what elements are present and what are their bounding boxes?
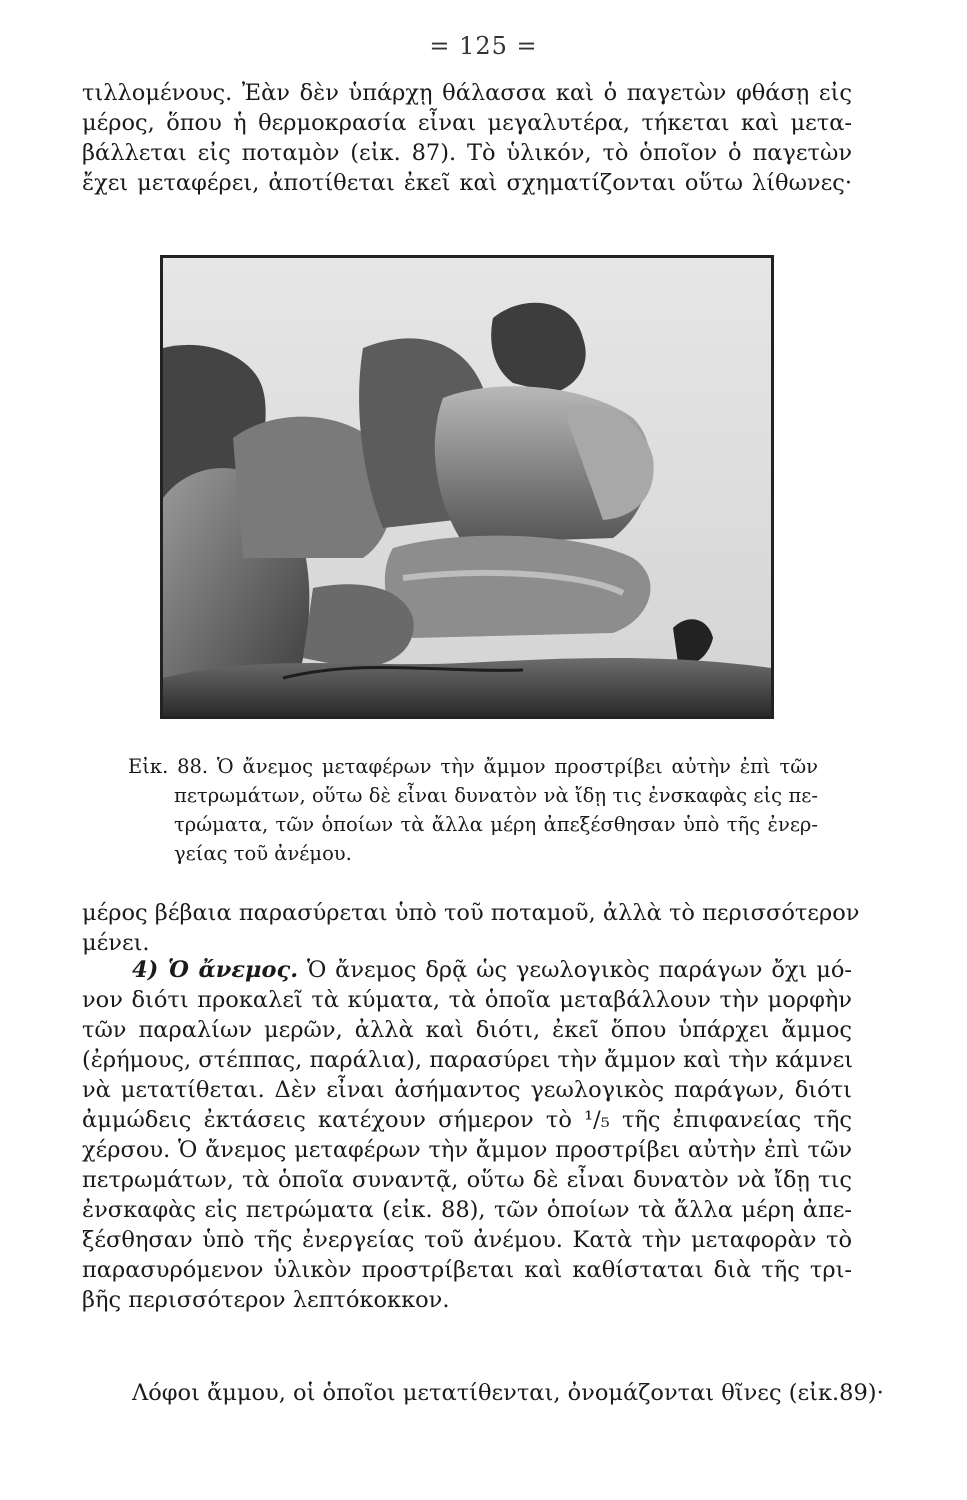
text-line: ἀμμώδεις ἐκτάσεις κατέχουν σήμερον τὸ ¹/₅ τῆς ἐπιφανείας τῆς: [82, 1107, 852, 1133]
text-line: βάλλεται εἰς ποταμὸν (εἰκ. 87). Τὸ ὑλικόν, τὸ ὁποῖον ὁ παγετὼν: [82, 140, 852, 166]
caption-line: Εἰκ. 88. Ὁ ἄνεμος μεταφέρων τὴν ἄμμον προστρίβει αὐτὴν ἐπὶ τῶν: [128, 755, 818, 778]
section-heading: 4) Ὁ ἄνεμος.: [132, 957, 299, 983]
caption-line: τρώματα, τῶν ὁποίων τὰ ἄλλα μέρη ἀπεξέσθησαν ὑπὸ τῆς ἐνερ-: [174, 813, 818, 836]
page-number: = 125 =: [429, 32, 538, 60]
text-line: τιλλομένους. Ἐὰν δὲν ὑπάρχῃ θάλασσα καὶ ὁ παγετὼν φθάσῃ εἰς: [82, 80, 852, 106]
text-line: παρασυρόμενον ὑλικὸν προστρίβεται καὶ καθίσταται διὰ τῆς τρι-: [82, 1257, 852, 1283]
text-line: βῆς περισσότερον λεπτόκοκκον.: [82, 1287, 450, 1313]
text-line: χέρσου. Ὁ ἄνεμος μεταφέρων τὴν ἄμμον προστρίβει αὐτὴν ἐπὶ τῶν: [82, 1137, 852, 1163]
continuation-paragraph: [82, 898, 860, 958]
text-line: μένει.: [82, 930, 150, 956]
text-line: νον διότι προκαλεῖ τὰ κύματα, τὰ ὁποῖα μεταβάλλουν τὴν μορφὴν: [82, 987, 852, 1013]
text-line: τῶν παραλίων μερῶν, ἀλλὰ καὶ διότι, ἐκεῖ ὅπου ὑπάρχει ἄμμος: [82, 1017, 852, 1043]
text-line: νὰ μετατίθεται. Δὲν εἶναι ἀσήμαντος γεωλογικὸς παράγων, διότι: [82, 1077, 852, 1103]
rock-formation-photo: [160, 255, 774, 719]
figure-caption: [128, 752, 818, 868]
text-line: (ἐρήμους, στέππας, παράλια), παρασύρει τὴν ἄμμον καὶ τὴν κάμνει: [82, 1047, 854, 1073]
section-first-line: [82, 955, 852, 985]
top-paragraph: [82, 78, 852, 198]
rock-photo-illustration: [163, 258, 771, 716]
closing-line: [82, 1378, 884, 1408]
text-line: μέρος βέβαια παρασύρεται ὑπὸ τοῦ ποταμοῦ, ἀλλὰ τὸ περισσότερον: [82, 900, 860, 926]
caption-line: γείας τοῦ ἀνέμου.: [174, 842, 352, 865]
wind-section: [82, 955, 852, 1315]
text-line: ἐνσκαφὰς εἰς πετρώματα (εἰκ. 88), τῶν ὁποίων τὰ ἄλλα μέρη ἀπε-: [82, 1197, 852, 1223]
text-line: πετρωμάτων, τὰ ὁποῖα συναντᾷ, οὕτω δὲ εἶναι δυνατὸν νὰ ἴδῃ τις: [82, 1167, 852, 1193]
caption-line: πετρωμάτων, οὕτω δὲ εἶναι δυνατὸν νὰ ἴδῃ τις ἐνσκαφὰς εἰς πε-: [174, 784, 818, 807]
text-line: μέρος, ὅπου ἡ θερμοκρασία εἶναι μεγαλυτέρα, τήκεται καὶ μετα-: [82, 110, 852, 136]
text-line: ἔχει μεταφέρει, ἀποτίθεται ἐκεῖ καὶ σχηματίζονται οὕτω λίθωνες·: [82, 170, 852, 196]
text-line: ξέσθησαν ὑπὸ τῆς ἐνεργείας τοῦ ἀνέμου. Κατὰ τὴν μεταφορὰν τὸ: [82, 1227, 852, 1253]
text-line: Ὁ ἄνεμος δρᾷ ὡς γεωλογικὸς παράγων ὄχι μό-: [306, 957, 852, 983]
text-line: Λόφοι ἄμμου, οἱ ὁποῖοι μετατίθενται, ὀνομάζονται θῖνες (εἰκ.89)·: [132, 1380, 884, 1406]
